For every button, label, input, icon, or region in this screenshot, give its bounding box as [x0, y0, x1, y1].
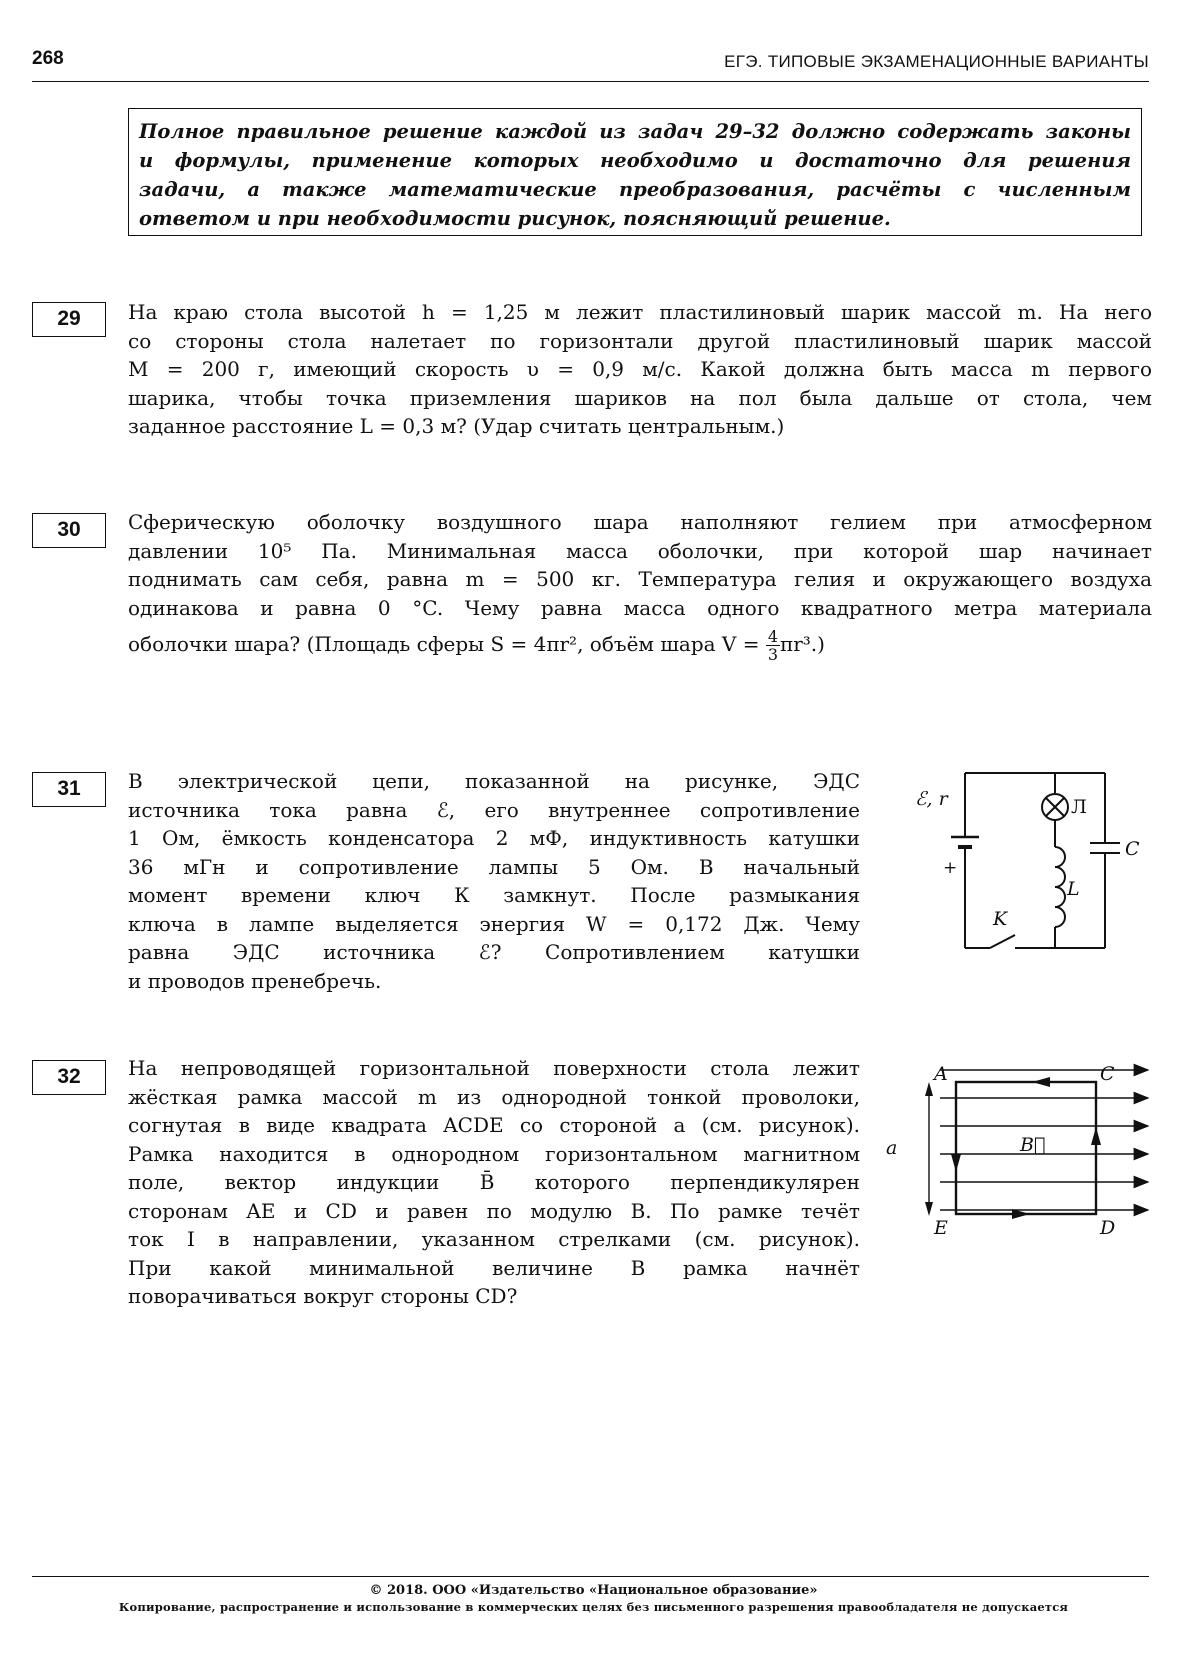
task-line: При какой минимальной величине B рамка начнёт — [128, 1255, 860, 1280]
fraction-denominator: 3 — [767, 645, 779, 664]
formula-suffix: πr³.) — [780, 632, 825, 656]
task-32-text — [128, 1054, 860, 1311]
corner-d-label: D — [1100, 1217, 1116, 1239]
instructions-line: задачи, а также математические преобразования, расчёты с численным — [139, 178, 1131, 201]
fraction-numerator: 4 — [767, 627, 779, 646]
task-29-text — [128, 298, 1152, 441]
running-title: ЕГЭ. ТИПОВЫЕ ЭКЗАМЕНАЦИОННЫЕ ВАРИАНТЫ — [724, 52, 1149, 71]
task-line: шарика, чтобы точка приземления шариков на пол была дальше от стола, чем — [128, 385, 1152, 410]
instructions-line: и формулы, применение которых необходимо и достаточно для решения — [139, 149, 1131, 172]
footer-rule — [32, 1576, 1149, 1577]
formula-prefix: оболочки шара? (Площадь сферы S = 4πr², объём шара V = — [128, 632, 760, 656]
task-line: поле, вектор индукции B̄ которого перпендикулярен — [128, 1170, 860, 1194]
source-label: ℰ, r — [915, 788, 948, 810]
task-line: Сферическую оболочку воздушного шара наполняют гелием при атмосферном — [128, 510, 1152, 534]
side-length-label: a — [886, 1137, 898, 1159]
page-number: 268 — [32, 48, 64, 69]
field-vector-label: B⃗ — [1020, 1134, 1046, 1156]
inductor-label: L — [1067, 878, 1080, 900]
instructions-box — [128, 108, 1142, 236]
task-line: 1 Ом, ёмкость конденсатора 2 мФ, индуктивность катушки — [128, 826, 860, 850]
task-line: момент времени ключ К замкнут. После размыкания — [128, 883, 860, 907]
plus-label: + — [943, 858, 958, 878]
task-30-text — [128, 508, 1152, 663]
footer-notice: Копирование, распространение и использование в коммерческих целях без письменного разрешения правообладателя не допускается — [118, 1600, 1069, 1614]
task-line: поворачиваться вокруг стороны CD? — [128, 1284, 518, 1308]
task-30-number: 30 — [32, 513, 106, 548]
task-line: ток I в направлении, указанном стрелками (см. рисунок). — [128, 1227, 860, 1251]
footer-copyright: © 2018. ООО «Издательство «Национальное образование» — [369, 1583, 818, 1598]
header-rule — [32, 81, 1149, 82]
task-line: сторонам AE и CD и равен по модулю B. По рамке течёт — [128, 1198, 860, 1223]
formula-line — [128, 628, 1152, 663]
task-line: равна ЭДС источника ℰ? Сопротивлением катушки — [128, 940, 860, 964]
task-line: и проводов пренебречь. — [128, 968, 382, 993]
corner-e-label: E — [934, 1217, 948, 1239]
task-line: со стороны стола налетает по горизонтали другой пластилиновый шарик массой — [128, 328, 1152, 353]
switch-label: K — [993, 908, 1008, 930]
task-line: На краю стола высотой h = 1,25 м лежит пластилиновый шарик массой m. На него — [128, 300, 1152, 324]
task-line: Рамка находится в однородном горизонтальном магнитном — [128, 1141, 860, 1166]
instructions-line: Полное правильное решение каждой из задач 29–32 должно содержать законы — [139, 120, 1131, 143]
task-line: давлении 10⁵ Па. Минимальная масса оболочки, при которой шар начинает — [128, 538, 1152, 563]
task-line: источника тока равна ℰ, его внутреннее сопротивление — [128, 797, 860, 822]
task-line: одинакова и равна 0 °C. Чему равна масса одного квадратного метра материала — [128, 595, 1152, 620]
capacitor-label: C — [1125, 838, 1140, 860]
task-line: В электрической цепи, показанной на рисунке, ЭДС — [128, 769, 860, 793]
corner-a-label: A — [934, 1063, 948, 1085]
task-line: заданное расстояние L = 0,3 м? (Удар считать центральным.) — [128, 414, 785, 438]
task-line: ключа в лампе выделяется энергия W = 0,172 Дж. Чему — [128, 911, 860, 936]
task-line: 36 мГн и сопротивление лампы 5 Ом. В начальный — [128, 854, 860, 879]
task-31-number: 31 — [32, 772, 106, 807]
task-line: поднимать сам себя, равна m = 500 кг. Температура гелия и окружающего воздуха — [128, 567, 1152, 591]
frame-diagram — [886, 1050, 1160, 1240]
task-32-number: 32 — [32, 1060, 106, 1095]
corner-c-label: C — [1100, 1063, 1115, 1085]
task-line: согнутая в виде квадрата ACDE со стороной a (см. рисунок). — [128, 1113, 860, 1137]
task-line: M = 200 г, имеющий скорость υ = 0,9 м/с. Какой должна быть масса m первого — [128, 357, 1152, 381]
circuit-diagram — [915, 765, 1155, 975]
task-31-text — [128, 767, 860, 995]
instructions-line: ответом и при необходимости рисунок, поясняющий решение. — [139, 207, 891, 230]
fraction — [766, 628, 780, 663]
lamp-label: Л — [1071, 796, 1087, 818]
task-line: На непроводящей горизонтальной поверхности стола лежит — [128, 1056, 860, 1080]
task-29-number: 29 — [32, 302, 106, 337]
task-line: жёсткая рамка массой m из однородной тонкой проволоки, — [128, 1084, 860, 1109]
